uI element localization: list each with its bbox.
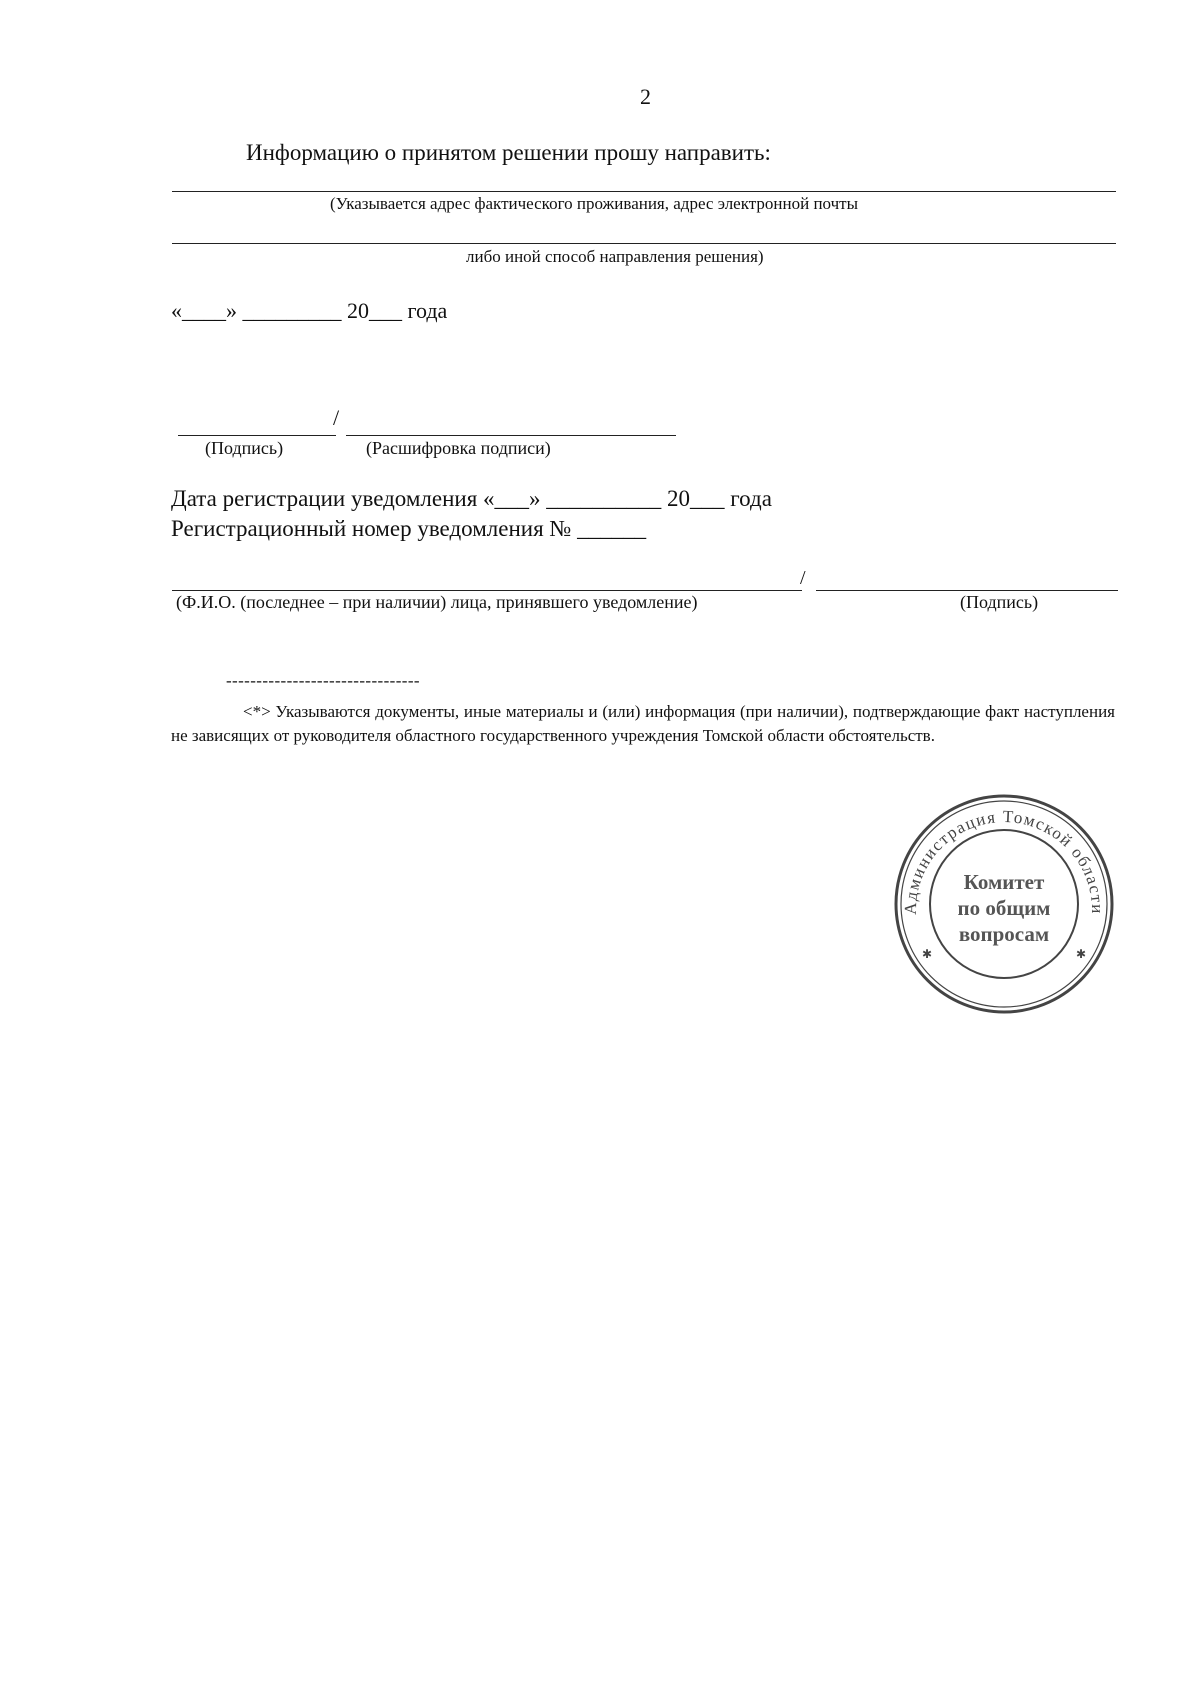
signature-slash: / <box>333 405 340 430</box>
address-caption-1: (Указывается адрес фактического проживания, адрес электронной почты <box>330 194 859 213</box>
registration-number-line: Регистрационный номер уведомления № ______ <box>171 516 647 541</box>
registration-date-line: Дата регистрации уведомления «___» __________ 20___ года <box>171 486 772 511</box>
seal-center-line-2: по общим <box>957 896 1051 920</box>
signature-decode-line <box>346 435 676 436</box>
address-line-2 <box>172 243 1116 244</box>
receiver-name-line <box>172 590 802 591</box>
signature-caption: (Подпись) <box>205 438 284 458</box>
receiver-signature-line <box>816 590 1118 591</box>
application-date-line: «____» _________ 20___ года <box>171 298 448 323</box>
address-line-1 <box>172 191 1116 192</box>
seal-ring-text: Администрация Томской области <box>900 806 1108 915</box>
footnote-text: <*> Указываются документы, иные материалы и (или) информация (при наличии), подтверждающие факт наступления не зависящих от руководителя областного государственного учреждения Томской области обстоятельств. <box>171 702 1115 745</box>
signature-decode-caption: (Расшифровка подписи) <box>366 438 551 458</box>
official-seal <box>892 792 1116 1016</box>
receiver-name-caption: (Ф.И.О. (последнее – при наличии) лица, принявшего уведомление) <box>176 592 698 612</box>
receiver-slash: / <box>800 567 806 589</box>
page-number: 2 <box>640 84 651 109</box>
request-intro: Информацию о принятом решении прошу направить: <box>246 140 771 165</box>
seal-dot-left: ✱ <box>922 947 933 961</box>
receiver-signature-caption: (Подпись) <box>960 592 1039 612</box>
footnote-separator: -------------------------------- <box>226 671 420 690</box>
seal-center-line-3: вопросам <box>958 922 1050 946</box>
signature-line <box>178 435 336 436</box>
address-caption-2: либо иной способ направления решения) <box>466 247 764 266</box>
seal-center-line-1: Комитет <box>963 870 1045 894</box>
seal-dot-right: ✱ <box>1076 947 1087 961</box>
